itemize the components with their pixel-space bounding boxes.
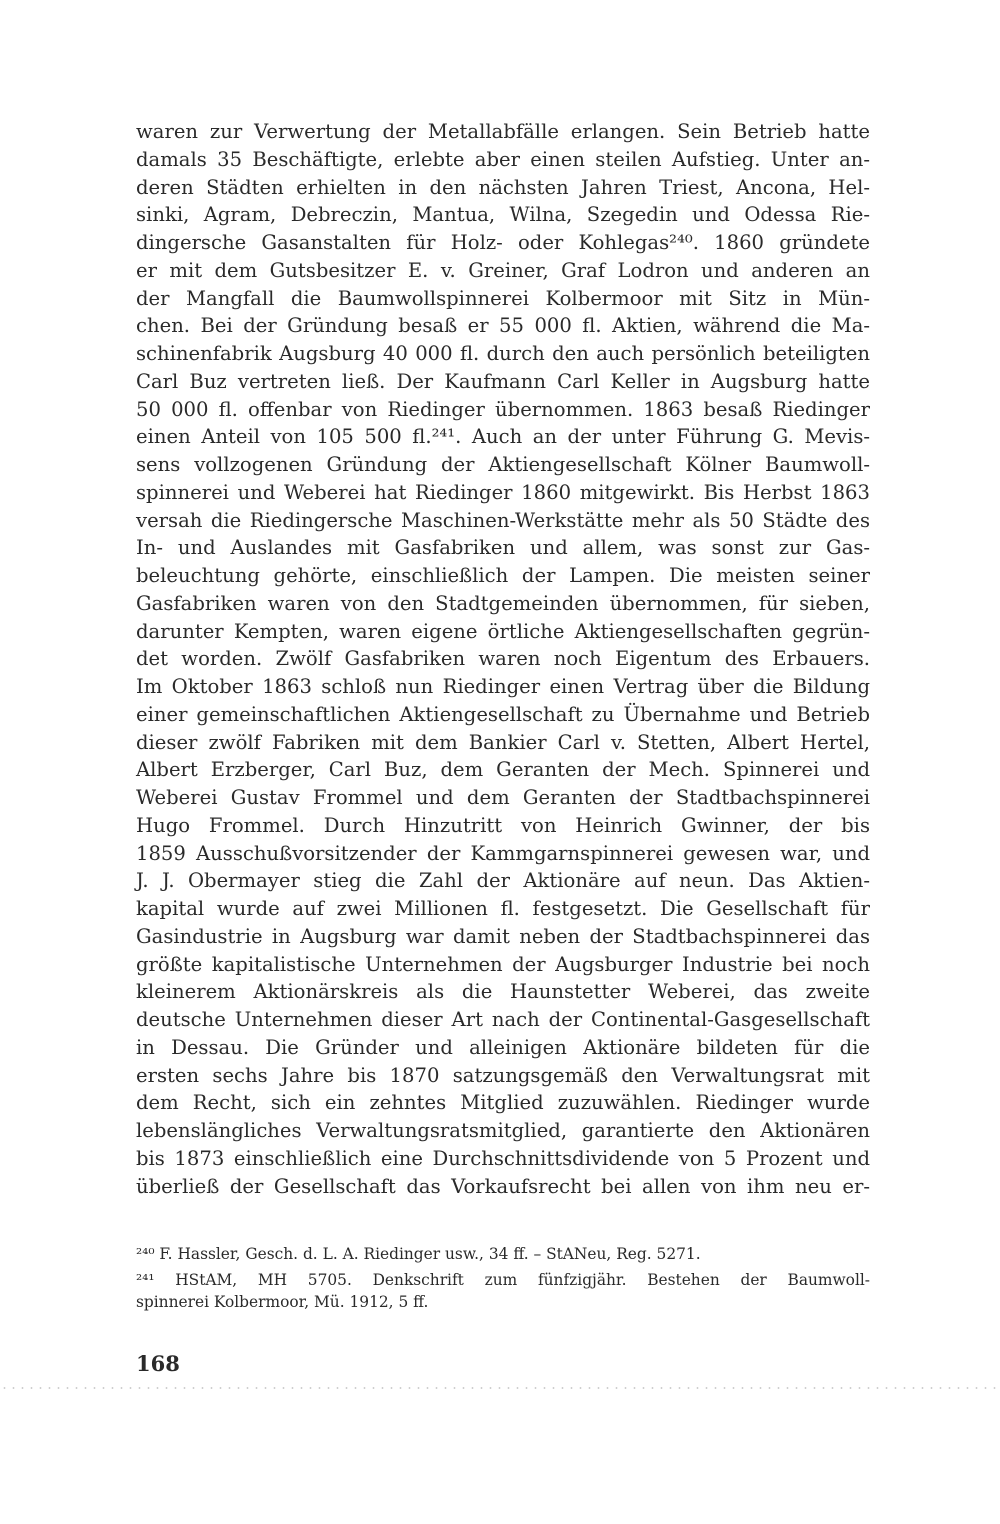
text-line: J. J. Obermayer stieg die Zahl der Aktionäre auf neun. Das Aktien- [136,869,870,893]
text-line: dem Recht, sich ein zehntes Mitglied zuzuwählen. Riedinger wurde [136,1091,870,1115]
text-line: dingersche Gasanstalten für Holz- oder Kohlegas²⁴⁰. 1860 gründete [136,231,870,254]
text-line: lebenslängliches Verwaltungsratsmitglied, garantierte den Aktionären [136,1119,870,1142]
body-text [136,118,870,1200]
text-line: Gasfabriken waren von den Stadtgemeinden übernommen, für sieben, [136,591,870,615]
dotted-divider [0,1387,1000,1389]
text-line: det worden. Zwölf Gasfabriken waren noch Eigentum des Erbauers. [136,647,870,671]
text-line: beleuchtung gehörte, einschließlich der Lampen. Die meisten seiner [136,564,870,587]
text-line: waren zur Verwertung der Metallabfälle erlangen. Sein Betrieb hatte [136,120,870,143]
footnote-241: ²⁴¹ HStAM, MH 5705. Denkschrift zum fünfzigjähr. Bestehen der Baumwoll- [136,1271,870,1289]
text-line: 50 000 fl. offenbar von Riedinger übernommen. 1863 besaß Riedinger [136,397,870,421]
footnote-240: ²⁴⁰ F. Hassler, Gesch. d. L. A. Riedinger usw., 34 ff. – StANeu, Reg. 5271. [136,1245,701,1263]
text-line: Weberei Gustav Frommel und dem Geranten der Stadtbachspinnerei [136,786,870,809]
text-line: einer gemeinschaftlichen Aktiengesellschaft zu Übernahme und Betrieb [136,702,870,726]
footnote-241-continuation: spinnerei Kolbermoor, Mü. 1912, 5 ff. [136,1293,429,1311]
text-line: Albert Erzberger, Carl Buz, dem Geranten der Mech. Spinnerei und [136,758,870,782]
text-line: In- und Auslandes mit Gasfabriken und allem, was sonst zur Gas- [136,536,870,560]
text-line: chen. Bei der Gründung besaß er 55 000 fl. Aktien, während die Ma- [136,314,870,338]
text-line: größte kapitalistische Unternehmen der Augsburger Industrie bei noch [136,952,870,976]
text-line: dieser zwölf Fabriken mit dem Bankier Carl v. Stetten, Albert Hertel, [136,730,870,754]
text-line: sinki, Agram, Debreczin, Mantua, Wilna, Szegedin und Odessa Rie- [136,203,870,227]
text-line: bis 1873 einschließlich eine Durchschnittsdividende von 5 Prozent und [136,1146,870,1170]
text-line: kapital wurde auf zwei Millionen fl. festgesetzt. Die Gesellschaft für [136,897,870,920]
text-line: in Dessau. Die Gründer und alleinigen Aktionäre bildeten für die [136,1035,870,1059]
text-line: Hugo Frommel. Durch Hinzutritt von Heinrich Gwinner, der bis [136,813,870,837]
text-line: spinnerei und Weberei hat Riedinger 1860 mitgewirkt. Bis Herbst 1863 [136,480,870,504]
text-line: ersten sechs Jahre bis 1870 satzungsgemäß den Verwaltungsrat mit [136,1063,870,1087]
text-line: versah die Riedingersche Maschinen-Werkstätte mehr als 50 Städte des [136,508,870,532]
text-line: Carl Buz vertreten ließ. Der Kaufmann Carl Keller in Augsburg hatte [136,369,870,393]
text-line: der Mangfall die Baumwollspinnerei Kolbermoor mit Sitz in Mün- [136,286,870,310]
footnotes [136,1243,870,1313]
text-line: kleinerem Aktionärskreis als die Haunstetter Weberei, das zweite [136,980,870,1004]
text-line: überließ der Gesellschaft das Vorkaufsrecht bei allen von ihm neu er- [136,1174,870,1198]
text-line: deren Städten erhielten in den nächsten Jahren Triest, Ancona, Hel- [136,175,870,199]
text-line: einen Anteil von 105 500 fl.²⁴¹. Auch an der unter Führung G. Mevis- [136,425,870,449]
text-line: er mit dem Gutsbesitzer E. v. Greiner, Graf Lodron und anderen an [136,258,870,282]
text-line: 1859 Ausschußvorsitzender der Kammgarnspinnerei gewesen war, und [136,841,870,865]
text-line: deutsche Unternehmen dieser Art nach der Continental-Gasgesellschaft [136,1008,870,1031]
text-line: Gasindustrie in Augsburg war damit neben der Stadtbachspinnerei das [136,924,870,948]
text-line: damals 35 Beschäftigte, erlebte aber einen steilen Aufstieg. Unter an- [136,147,870,171]
text-line: Im Oktober 1863 schloß nun Riedinger einen Vertrag über die Bildung [136,675,870,698]
text-line: darunter Kempten, waren eigene örtliche Aktiengesellschaften gegrün- [136,619,870,643]
text-line: schinenfabrik Augsburg 40 000 fl. durch den auch persönlich beteiligten [136,342,870,365]
text-line: sens vollzogenen Gründung der Aktiengesellschaft Kölner Baumwoll- [136,453,870,476]
page-number: 168 [136,1351,180,1376]
